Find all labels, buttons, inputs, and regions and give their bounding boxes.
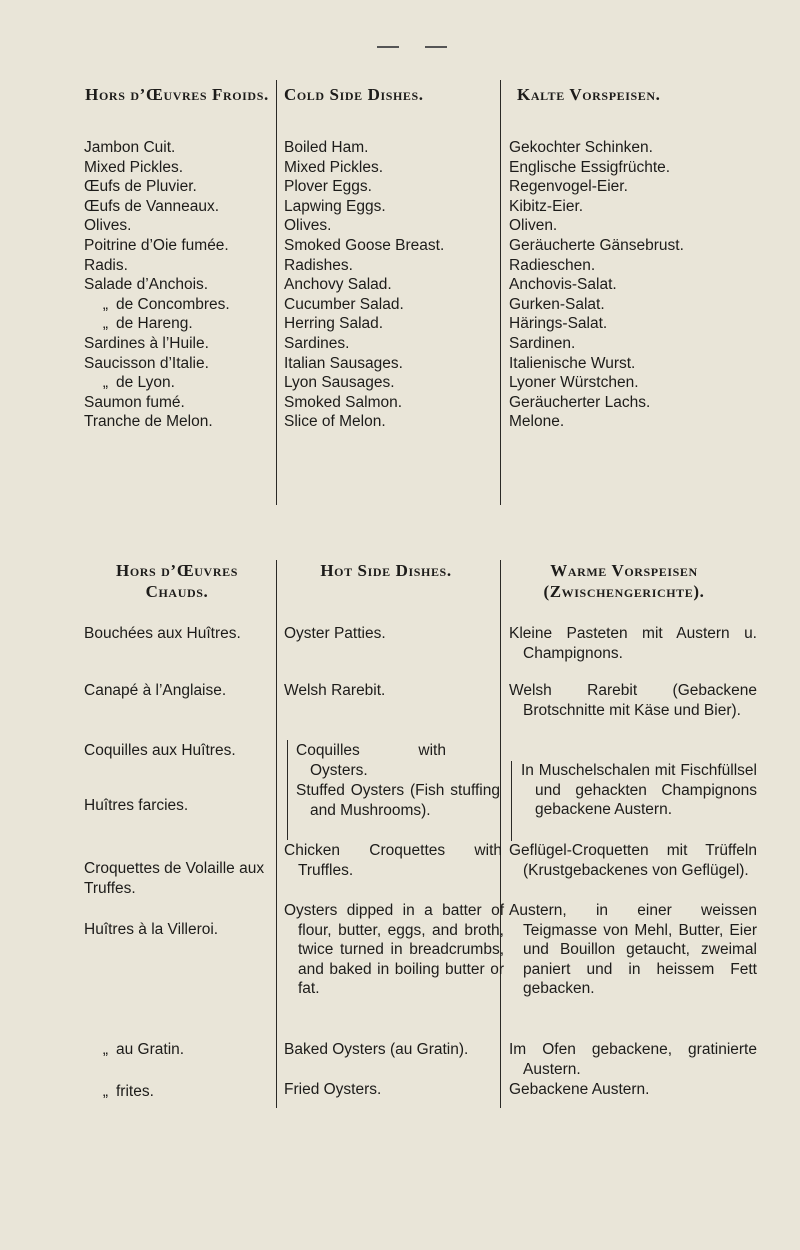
hot-english-header: Hot Side Dishes. (320, 561, 452, 580)
hot-german-column (509, 560, 745, 602)
menu-line: Olives. (284, 217, 332, 235)
menu-line (84, 236, 268, 256)
column-rule-hot-1 (276, 560, 277, 1108)
menu-line-text: Jambon Cuit. (84, 139, 176, 156)
menu-line-text: Mixed Pickles. (84, 158, 184, 176)
menu-line: Radieschen. (509, 256, 596, 274)
menu-line (84, 177, 268, 197)
hot-german-item: Geflügel-Croquetten mit Trüffeln (Krustgebackenes von Geflügel). (509, 842, 757, 879)
cold-french-header: Hors d’Œuvres Froids. (85, 85, 269, 104)
menu-line: Melone. (509, 413, 565, 431)
hot-french-item: „ frites. (102, 1083, 154, 1100)
hot-german-item: Welsh Rarebit (Gebackene Brotschnitte mit Käse und Bier). (509, 682, 757, 719)
menu-line-text: Sardines à l’Huile. (84, 334, 209, 352)
hot-french-header: Hors d’Œuvres Chauds. (116, 561, 238, 601)
menu-line: Anchovy Salad. (284, 276, 392, 294)
hot-french-item: Coquilles aux Huîtres. (84, 742, 236, 759)
menu-line: Anchovis-Salat. (509, 276, 617, 294)
menu-line (84, 216, 268, 236)
menu-line-text: Tranche de Melon. (84, 413, 213, 431)
menu-line (84, 354, 268, 374)
hot-english-item: Coquilles with Oysters. (296, 742, 446, 779)
menu-line (84, 412, 268, 432)
cold-german-list (509, 138, 745, 432)
menu-line-text: de Concombres. (116, 295, 230, 313)
menu-line: Gekochter Schinken. (509, 139, 653, 156)
menu-line (84, 314, 268, 334)
menu-line: Smoked Salmon. (284, 393, 403, 411)
hot-french-item: Huîtres à la Villeroi. (84, 921, 219, 938)
cold-french-list (84, 138, 268, 432)
cold-german-column (509, 84, 745, 432)
cold-english-column (284, 84, 494, 432)
menu-line (84, 158, 268, 178)
hot-english-item: Stuffed Oysters (Fish stuffing and Mushrooms). (296, 782, 500, 819)
menu-line: Härings-Salat. (509, 315, 608, 333)
menu-line (84, 393, 268, 413)
hot-english-item: Baked Oysters (au Gratin). (284, 1041, 469, 1058)
menu-line (84, 334, 268, 354)
menu-line: Lyoner Würstchen. (509, 374, 639, 392)
hot-german-item: Kleine Pasteten mit Austern u. Champignons. (509, 625, 757, 662)
bracket-left (287, 740, 288, 840)
menu-line: Herring Salad. (284, 315, 384, 333)
hot-german-item: Gebackene Austern. (509, 1081, 650, 1098)
column-rule-hot-2 (500, 560, 501, 1108)
column-rule-cold-2 (500, 80, 501, 505)
ditto-mark: „ (102, 315, 108, 333)
cold-french-column (84, 84, 268, 432)
hot-german-item: Austern, in einer weissen Teigmasse von Mehl, Butter, Eier und Bouillon getaucht, zweimal paniert und in heissem Fett gebacken. (509, 902, 757, 998)
menu-line-text: Radis. (84, 256, 128, 274)
menu-line-text: Poitrine d’Oie fumée. (84, 236, 229, 254)
hot-english-item: Oysters dipped in a batter of flour, butter, eggs, and broth, twice turned in breadcrumbs, and baked in boiling butter or fat. (284, 902, 504, 998)
hot-french-item: Canapé à l’Anglaise. (84, 682, 227, 699)
column-rule-cold-1 (276, 80, 277, 505)
menu-line: Sardines. (284, 334, 350, 352)
hot-english-item: Welsh Rarebit. (284, 682, 386, 699)
hot-english-item: Fried Oysters. (284, 1081, 382, 1098)
ditto-mark: „ (102, 295, 108, 313)
hot-german-item: Im Ofen gebackene, gratinierte Austern. (509, 1041, 757, 1078)
hot-french-item: „ au Gratin. (102, 1041, 185, 1058)
menu-line (84, 138, 268, 158)
menu-line-text: Saucisson d’Italie. (84, 354, 209, 372)
menu-line: Geräucherte Gänsebrust. (509, 236, 684, 254)
menu-line (84, 373, 268, 393)
menu-line: Mixed Pickles. (284, 158, 384, 176)
cold-english-header: Cold Side Dishes. (284, 85, 424, 104)
menu-line-text: Salade d’Anchois. (84, 276, 209, 294)
menu-line: Kibitz-Eier. (509, 197, 584, 215)
menu-line: Lyon Sausages. (284, 374, 395, 392)
menu-line-text: Saumon fumé. (84, 393, 185, 411)
cold-english-list (284, 138, 494, 432)
menu-line: Italienische Wurst. (509, 354, 636, 372)
top-dash-right (425, 46, 447, 48)
menu-line (84, 295, 268, 315)
menu-line-text: de Lyon. (116, 374, 175, 392)
menu-line: Slice of Melon. (284, 413, 386, 431)
menu-line: Gurken-Salat. (509, 295, 605, 313)
menu-line: Plover Eggs. (284, 178, 372, 196)
menu-line (84, 256, 268, 276)
hot-german-item: In Muschelschalen mit Fischfüllsel und gehackten Champignons gebackene Austern. (521, 762, 757, 819)
menu-line: Lapwing Eggs. (284, 197, 386, 215)
hot-french-item: Huîtres farcies. (84, 797, 189, 814)
menu-line (84, 275, 268, 295)
menu-line: Boiled Ham. (284, 139, 369, 156)
top-dash-left (377, 46, 399, 48)
hot-english-column (284, 560, 494, 581)
menu-line: Cucumber Salad. (284, 295, 404, 313)
menu-line-text: Olives. (84, 217, 132, 235)
menu-line-text: Œufs de Pluvier. (84, 178, 197, 196)
menu-line-text: de Hareng. (116, 315, 193, 333)
hot-french-item: Croquettes de Volaille aux Truffes. (84, 860, 265, 897)
menu-line: Sardinen. (509, 334, 576, 352)
hot-french-item: Bouchées aux Huîtres. (84, 625, 241, 642)
cold-german-header: Kalte Vorspeisen. (517, 85, 661, 104)
menu-line: Oliven. (509, 217, 558, 235)
menu-line: Englische Essigfrüchte. (509, 158, 671, 176)
menu-line: Italian Sausages. (284, 354, 403, 372)
menu-line: Radishes. (284, 256, 353, 274)
hot-english-item: Oyster Patties. (284, 625, 386, 642)
bracket-left (511, 761, 512, 841)
ditto-mark: „ (102, 374, 108, 392)
hot-english-item: Chicken Croquettes with Truffles. (284, 842, 502, 879)
menu-line-text: Œufs de Vanneaux. (84, 197, 219, 215)
hot-german-header: Warme Vorspeisen (Zwischengerichte). (543, 561, 705, 601)
menu-line (84, 197, 268, 217)
menu-line: Regenvogel-Eier. (509, 178, 628, 196)
menu-line: Smoked Goose Breast. (284, 236, 445, 254)
menu-line: Geräucherter Lachs. (509, 393, 651, 411)
hot-french-column (84, 560, 268, 602)
